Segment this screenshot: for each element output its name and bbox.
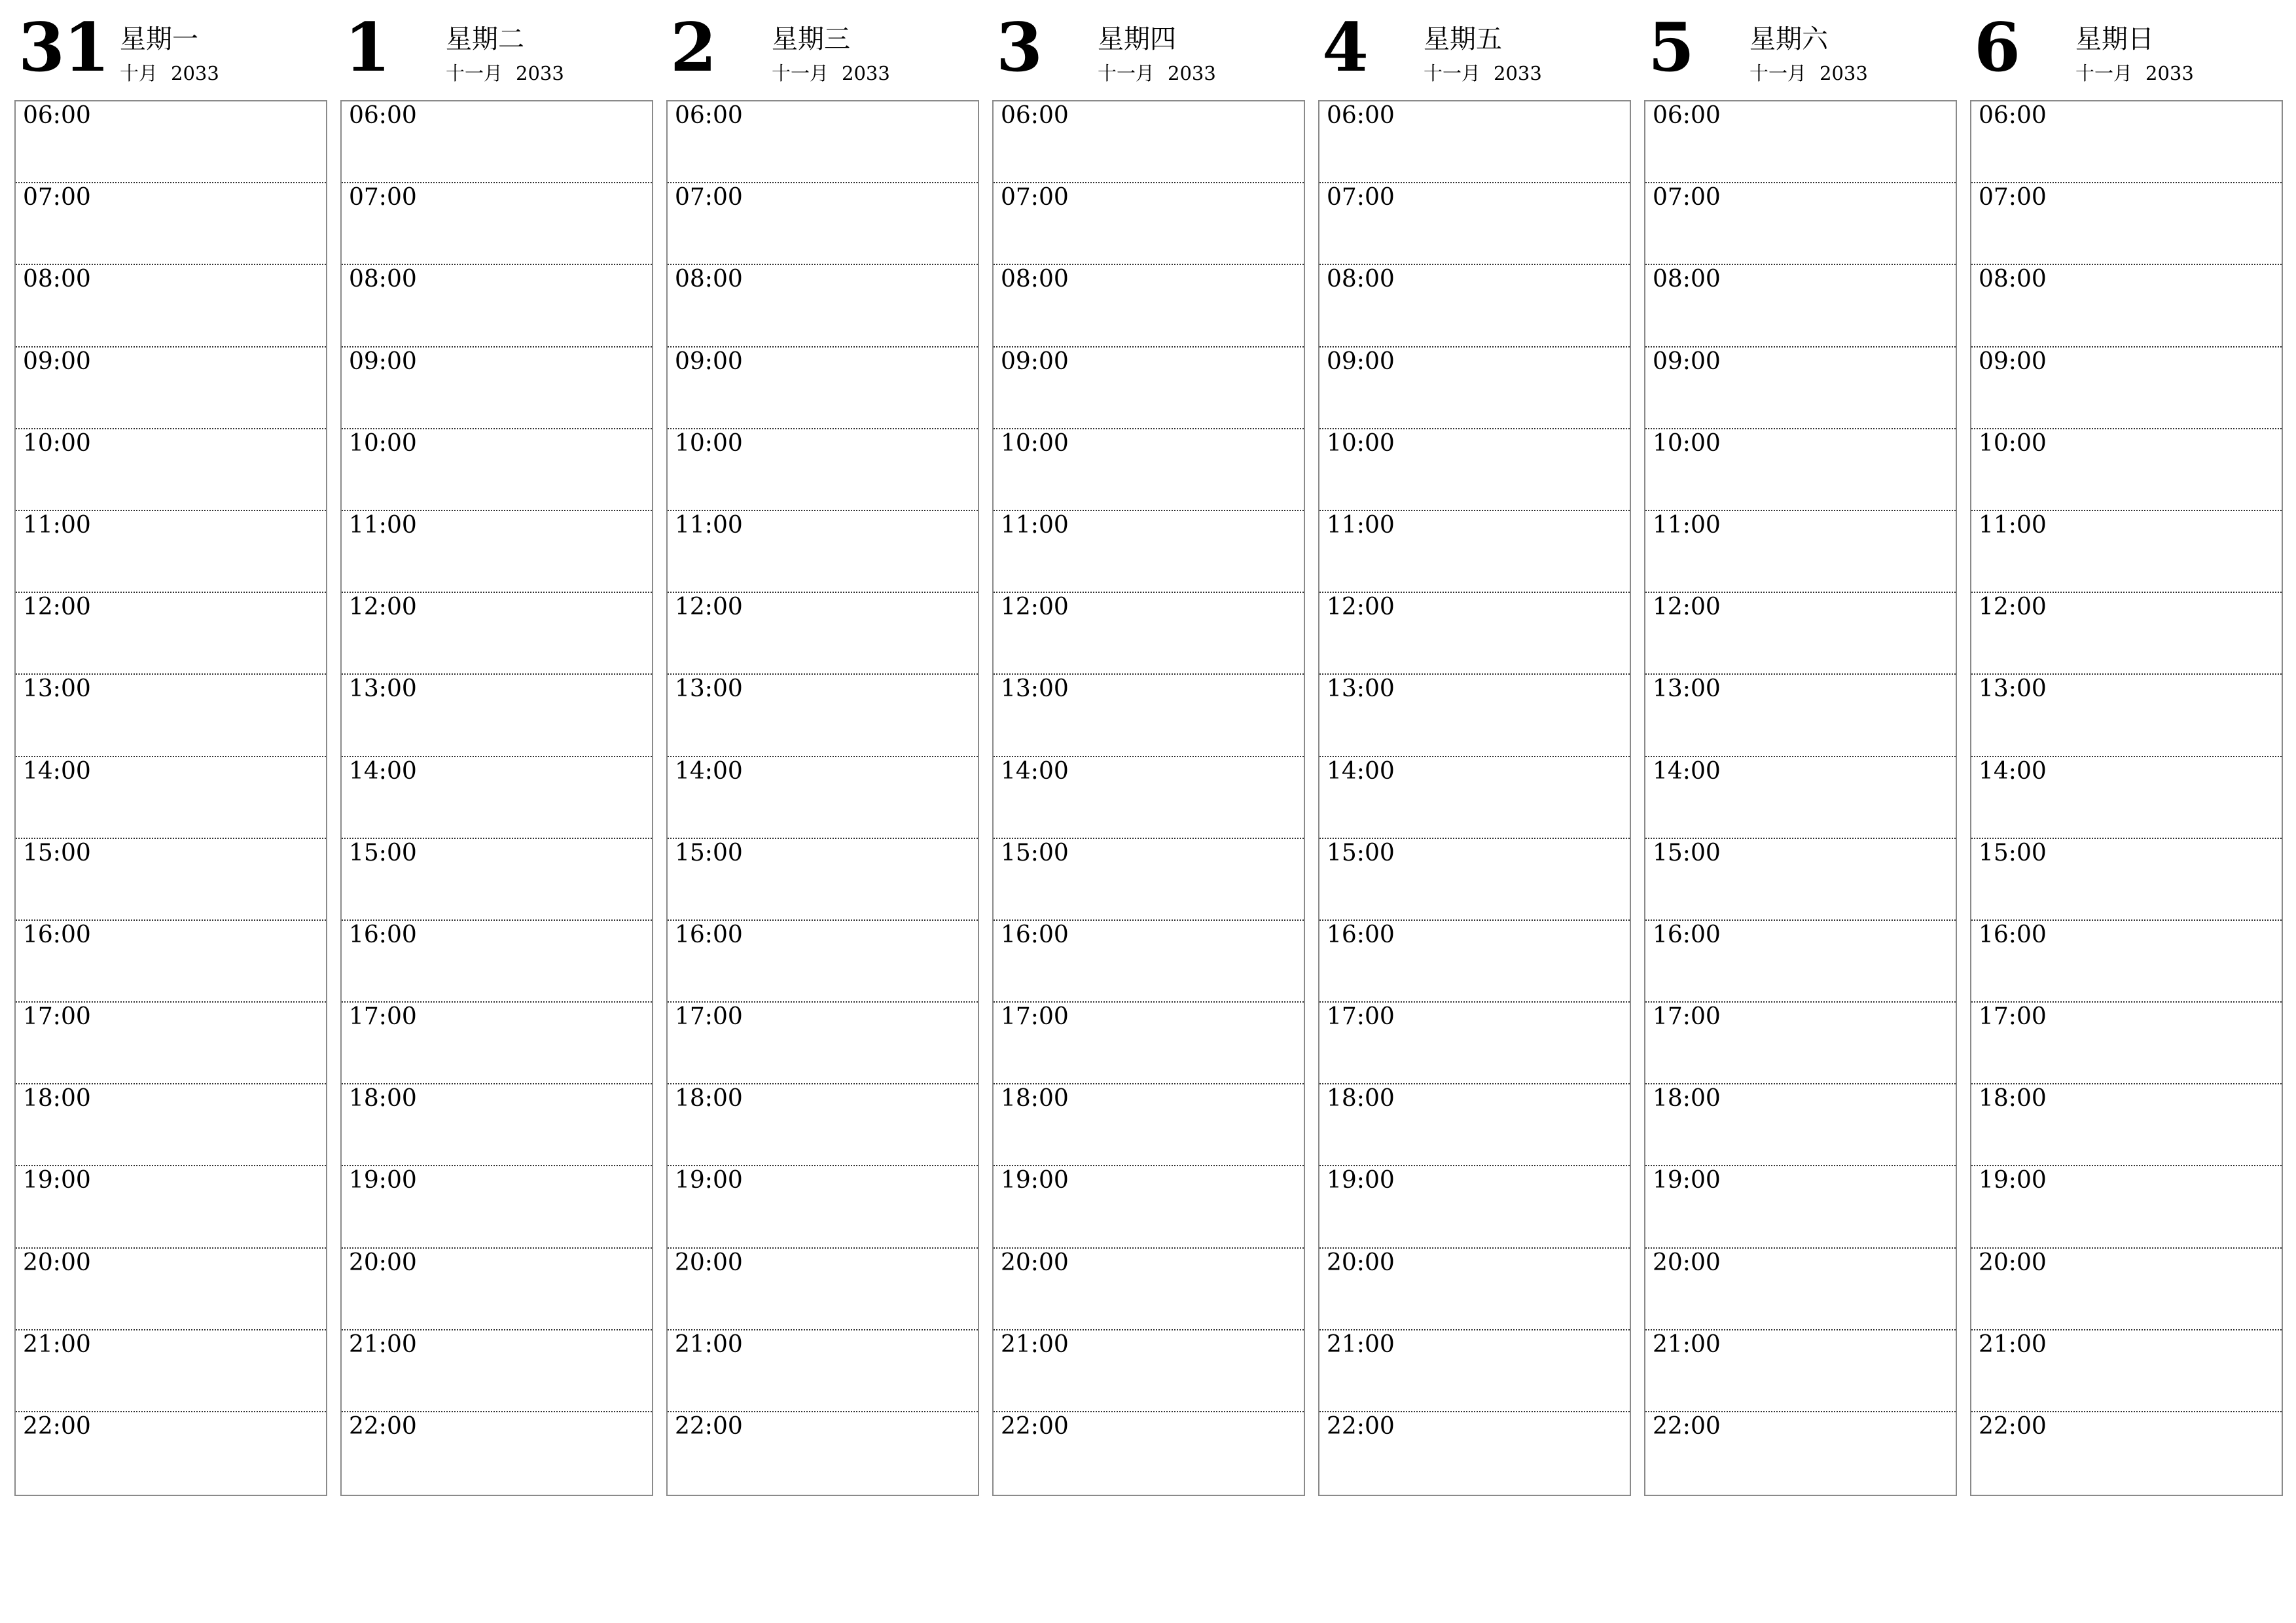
time-slot[interactable] bbox=[994, 1330, 1304, 1412]
time-slot-box bbox=[14, 100, 327, 1496]
time-slot[interactable] bbox=[994, 429, 1304, 511]
day-column bbox=[666, 0, 979, 1496]
time-slot[interactable] bbox=[668, 1166, 978, 1248]
time-label: 08:00 bbox=[1653, 266, 1721, 293]
time-slot[interactable] bbox=[1319, 1084, 1630, 1166]
time-slot[interactable] bbox=[668, 183, 978, 265]
time-label: 18:00 bbox=[1001, 1085, 1069, 1113]
time-slot-box bbox=[1318, 100, 1631, 1496]
day-column bbox=[1970, 0, 2283, 1496]
day-header bbox=[340, 0, 653, 99]
time-slot[interactable] bbox=[668, 839, 978, 921]
time-slot[interactable] bbox=[668, 921, 978, 1003]
time-label: 16:00 bbox=[23, 921, 91, 948]
time-slot[interactable] bbox=[342, 1412, 652, 1494]
day-header bbox=[1970, 0, 2283, 99]
month-year-label bbox=[2075, 64, 2194, 83]
time-slot[interactable] bbox=[342, 1330, 652, 1412]
time-slot[interactable] bbox=[994, 1249, 1304, 1330]
time-label: 19:00 bbox=[1001, 1167, 1069, 1194]
time-slot[interactable] bbox=[994, 183, 1304, 265]
time-label: 13:00 bbox=[1001, 675, 1069, 703]
time-slot-box bbox=[1970, 100, 2283, 1496]
month-year-label bbox=[120, 64, 219, 83]
time-slot-box bbox=[340, 100, 653, 1496]
time-label: 18:00 bbox=[1653, 1085, 1721, 1113]
time-slot[interactable] bbox=[1971, 1412, 2282, 1494]
time-label: 16:00 bbox=[1979, 921, 2047, 948]
time-label: 21:00 bbox=[1653, 1330, 1721, 1358]
time-label: 17:00 bbox=[1979, 1003, 2047, 1031]
weekday-label: 星期六 bbox=[1749, 24, 1828, 54]
time-slot[interactable] bbox=[1645, 675, 1956, 757]
time-label: 08:00 bbox=[349, 266, 417, 293]
time-label: 13:00 bbox=[1653, 675, 1721, 703]
time-label: 20:00 bbox=[675, 1249, 743, 1276]
time-label: 16:00 bbox=[349, 921, 417, 948]
time-label: 13:00 bbox=[1979, 675, 2047, 703]
time-label: 14:00 bbox=[675, 757, 743, 785]
time-slot[interactable] bbox=[342, 1249, 652, 1330]
time-label: 07:00 bbox=[675, 184, 743, 211]
time-label: 11:00 bbox=[675, 511, 743, 539]
time-slot[interactable] bbox=[16, 1330, 326, 1412]
time-label: 17:00 bbox=[23, 1003, 91, 1031]
month-label: 十一月 bbox=[2075, 62, 2133, 84]
time-slot[interactable] bbox=[16, 593, 326, 675]
time-slot[interactable] bbox=[1971, 675, 2282, 757]
time-slot[interactable] bbox=[994, 1003, 1304, 1084]
time-slot[interactable] bbox=[668, 429, 978, 511]
time-slot[interactable] bbox=[668, 265, 978, 347]
time-label: 12:00 bbox=[1979, 594, 2047, 621]
time-slot[interactable] bbox=[1645, 921, 1956, 1003]
time-label: 17:00 bbox=[349, 1003, 417, 1031]
time-label: 11:00 bbox=[349, 511, 417, 539]
month-label: 十一月 bbox=[446, 62, 503, 84]
time-slot[interactable] bbox=[1319, 921, 1630, 1003]
time-label: 21:00 bbox=[23, 1330, 91, 1358]
time-slot[interactable] bbox=[1319, 101, 1630, 183]
time-slot-box bbox=[992, 100, 1305, 1496]
time-label: 16:00 bbox=[675, 921, 743, 948]
time-slot[interactable] bbox=[342, 511, 652, 593]
time-slot[interactable] bbox=[1645, 1166, 1956, 1248]
time-slot[interactable] bbox=[1645, 429, 1956, 511]
time-slot[interactable] bbox=[1319, 429, 1630, 511]
day-number: 6 bbox=[1974, 9, 2019, 87]
day-column bbox=[992, 0, 1305, 1496]
month-label: 十一月 bbox=[1749, 62, 1807, 84]
day-column bbox=[340, 0, 653, 1496]
day-number: 5 bbox=[1648, 9, 1693, 87]
time-label: 15:00 bbox=[1653, 839, 1721, 866]
month-year-label bbox=[772, 64, 890, 83]
time-label: 12:00 bbox=[23, 594, 91, 621]
time-label: 07:00 bbox=[23, 184, 91, 211]
time-label: 09:00 bbox=[1327, 348, 1395, 375]
time-label: 14:00 bbox=[23, 757, 91, 785]
time-label: 09:00 bbox=[1001, 348, 1069, 375]
time-slot[interactable] bbox=[1319, 1166, 1630, 1248]
time-label: 22:00 bbox=[1001, 1413, 1069, 1440]
time-slot[interactable] bbox=[994, 101, 1304, 183]
day-number: 31 bbox=[18, 9, 109, 87]
time-slot[interactable] bbox=[1645, 1084, 1956, 1166]
time-label: 08:00 bbox=[1979, 266, 2047, 293]
time-slot[interactable] bbox=[342, 675, 652, 757]
time-slot[interactable] bbox=[994, 839, 1304, 921]
day-number: 2 bbox=[670, 9, 715, 87]
time-label: 11:00 bbox=[1979, 511, 2047, 539]
time-label: 21:00 bbox=[1979, 1330, 2047, 1358]
time-slot[interactable] bbox=[1645, 1003, 1956, 1084]
time-label: 14:00 bbox=[1001, 757, 1069, 785]
time-label: 08:00 bbox=[23, 266, 91, 293]
time-label: 14:00 bbox=[1979, 757, 2047, 785]
time-label: 06:00 bbox=[675, 102, 743, 129]
time-label: 18:00 bbox=[675, 1085, 743, 1113]
day-header bbox=[14, 0, 327, 99]
time-slot[interactable] bbox=[668, 1003, 978, 1084]
time-slot[interactable] bbox=[1319, 839, 1630, 921]
time-slot[interactable] bbox=[16, 839, 326, 921]
time-slot[interactable] bbox=[16, 265, 326, 347]
time-slot[interactable] bbox=[342, 921, 652, 1003]
time-label: 11:00 bbox=[1001, 511, 1069, 539]
time-label: 10:00 bbox=[1001, 429, 1069, 457]
time-label: 17:00 bbox=[1653, 1003, 1721, 1031]
time-label: 22:00 bbox=[349, 1413, 417, 1440]
time-slot[interactable] bbox=[1319, 1330, 1630, 1412]
time-slot[interactable] bbox=[994, 511, 1304, 593]
time-label: 13:00 bbox=[675, 675, 743, 703]
time-slot[interactable] bbox=[342, 101, 652, 183]
time-slot[interactable] bbox=[1971, 839, 2282, 921]
time-slot[interactable] bbox=[1645, 265, 1956, 347]
time-slot[interactable] bbox=[342, 1084, 652, 1166]
time-label: 07:00 bbox=[1327, 184, 1395, 211]
year-label: 2033 bbox=[1820, 62, 1868, 84]
time-label: 06:00 bbox=[23, 102, 91, 129]
time-slot[interactable] bbox=[1645, 1330, 1956, 1412]
time-label: 22:00 bbox=[1979, 1413, 2047, 1440]
time-slot[interactable] bbox=[668, 511, 978, 593]
time-label: 16:00 bbox=[1653, 921, 1721, 948]
time-label: 07:00 bbox=[349, 184, 417, 211]
time-slot[interactable] bbox=[342, 183, 652, 265]
time-label: 11:00 bbox=[23, 511, 91, 539]
day-header bbox=[1644, 0, 1957, 99]
time-slot[interactable] bbox=[16, 1166, 326, 1248]
year-label: 2033 bbox=[516, 62, 564, 84]
time-label: 19:00 bbox=[349, 1167, 417, 1194]
time-slot[interactable] bbox=[1645, 1412, 1956, 1494]
month-year-label bbox=[446, 64, 564, 83]
time-label: 22:00 bbox=[23, 1413, 91, 1440]
time-label: 18:00 bbox=[1979, 1085, 2047, 1113]
weekday-label: 星期五 bbox=[1424, 24, 1502, 54]
time-slot[interactable] bbox=[1645, 511, 1956, 593]
time-slot[interactable] bbox=[1319, 348, 1630, 429]
time-slot[interactable] bbox=[1319, 757, 1630, 839]
time-label: 17:00 bbox=[675, 1003, 743, 1031]
time-slot[interactable] bbox=[342, 593, 652, 675]
time-slot[interactable] bbox=[1971, 429, 2282, 511]
time-slot[interactable] bbox=[994, 1166, 1304, 1248]
month-year-label bbox=[1749, 64, 1868, 83]
time-slot[interactable] bbox=[668, 1249, 978, 1330]
time-slot[interactable] bbox=[1319, 675, 1630, 757]
time-slot-box bbox=[666, 100, 979, 1496]
time-slot[interactable] bbox=[1319, 265, 1630, 347]
time-slot[interactable] bbox=[1971, 1003, 2282, 1084]
time-label: 13:00 bbox=[1327, 675, 1395, 703]
time-slot[interactable] bbox=[1971, 757, 2282, 839]
time-label: 10:00 bbox=[1653, 429, 1721, 457]
time-label: 10:00 bbox=[23, 429, 91, 457]
day-number: 4 bbox=[1322, 9, 1367, 87]
time-label: 12:00 bbox=[675, 594, 743, 621]
time-slot[interactable] bbox=[1645, 348, 1956, 429]
time-label: 07:00 bbox=[1653, 184, 1721, 211]
time-label: 11:00 bbox=[1653, 511, 1721, 539]
time-slot[interactable] bbox=[16, 1003, 326, 1084]
time-slot[interactable] bbox=[16, 1084, 326, 1166]
time-label: 19:00 bbox=[1653, 1167, 1721, 1194]
time-label: 16:00 bbox=[1327, 921, 1395, 948]
weekday-label: 星期四 bbox=[1098, 24, 1176, 54]
time-label: 09:00 bbox=[1653, 348, 1721, 375]
day-header bbox=[992, 0, 1305, 99]
day-column bbox=[1318, 0, 1631, 1496]
time-label: 10:00 bbox=[675, 429, 743, 457]
time-slot[interactable] bbox=[1319, 183, 1630, 265]
time-slot[interactable] bbox=[668, 101, 978, 183]
day-header bbox=[1318, 0, 1631, 99]
time-label: 15:00 bbox=[1327, 839, 1395, 866]
time-slot[interactable] bbox=[668, 1412, 978, 1494]
time-slot[interactable] bbox=[16, 921, 326, 1003]
time-slot[interactable] bbox=[668, 593, 978, 675]
time-label: 21:00 bbox=[1327, 1330, 1395, 1358]
time-slot[interactable] bbox=[342, 1166, 652, 1248]
time-label: 10:00 bbox=[349, 429, 417, 457]
time-label: 06:00 bbox=[1001, 102, 1069, 129]
time-label: 17:00 bbox=[1001, 1003, 1069, 1031]
time-slot[interactable] bbox=[16, 348, 326, 429]
time-label: 19:00 bbox=[675, 1167, 743, 1194]
time-label: 07:00 bbox=[1979, 184, 2047, 211]
time-slot[interactable] bbox=[1971, 1330, 2282, 1412]
time-label: 15:00 bbox=[349, 839, 417, 866]
month-label: 十一月 bbox=[1424, 62, 1481, 84]
time-slot[interactable] bbox=[1971, 265, 2282, 347]
time-label: 12:00 bbox=[1653, 594, 1721, 621]
year-label: 2033 bbox=[842, 62, 890, 84]
time-slot[interactable] bbox=[1319, 1412, 1630, 1494]
time-slot[interactable] bbox=[342, 1003, 652, 1084]
weekday-label: 星期日 bbox=[2075, 24, 2154, 54]
weekday-label: 星期一 bbox=[120, 24, 198, 54]
time-label: 13:00 bbox=[349, 675, 417, 703]
month-year-label bbox=[1098, 64, 1216, 83]
time-label: 08:00 bbox=[1327, 266, 1395, 293]
month-label: 十一月 bbox=[1098, 62, 1155, 84]
time-label: 08:00 bbox=[675, 266, 743, 293]
day-column bbox=[14, 0, 327, 1496]
time-label: 09:00 bbox=[349, 348, 417, 375]
time-label: 22:00 bbox=[1653, 1413, 1721, 1440]
time-slot[interactable] bbox=[1971, 101, 2282, 183]
day-number: 1 bbox=[344, 9, 389, 87]
month-label: 十月 bbox=[120, 62, 158, 84]
weekday-label: 星期三 bbox=[772, 24, 850, 54]
time-label: 19:00 bbox=[1327, 1167, 1395, 1194]
time-label: 21:00 bbox=[675, 1330, 743, 1358]
time-label: 17:00 bbox=[1327, 1003, 1395, 1031]
time-label: 15:00 bbox=[675, 839, 743, 866]
time-slot[interactable] bbox=[1645, 839, 1956, 921]
time-label: 06:00 bbox=[1327, 102, 1395, 129]
time-slot[interactable] bbox=[1971, 511, 2282, 593]
time-slot[interactable] bbox=[1319, 1003, 1630, 1084]
time-label: 06:00 bbox=[1653, 102, 1721, 129]
time-slot[interactable] bbox=[994, 757, 1304, 839]
time-label: 14:00 bbox=[1653, 757, 1721, 785]
time-label: 12:00 bbox=[1327, 594, 1395, 621]
time-label: 07:00 bbox=[1001, 184, 1069, 211]
time-slot[interactable] bbox=[994, 1084, 1304, 1166]
time-label: 20:00 bbox=[1327, 1249, 1395, 1276]
time-slot[interactable] bbox=[342, 839, 652, 921]
time-label: 21:00 bbox=[1001, 1330, 1069, 1358]
time-slot[interactable] bbox=[342, 429, 652, 511]
time-slot[interactable] bbox=[994, 348, 1304, 429]
time-slot[interactable] bbox=[16, 1412, 326, 1494]
time-label: 10:00 bbox=[1979, 429, 2047, 457]
time-slot[interactable] bbox=[668, 757, 978, 839]
year-label: 2033 bbox=[171, 62, 219, 84]
time-label: 19:00 bbox=[23, 1167, 91, 1194]
time-label: 08:00 bbox=[1001, 266, 1069, 293]
time-slot[interactable] bbox=[668, 348, 978, 429]
time-slot[interactable] bbox=[668, 1084, 978, 1166]
time-slot[interactable] bbox=[668, 1330, 978, 1412]
time-slot[interactable] bbox=[1645, 101, 1956, 183]
time-slot[interactable] bbox=[1971, 348, 2282, 429]
time-label: 12:00 bbox=[1001, 594, 1069, 621]
time-label: 14:00 bbox=[349, 757, 417, 785]
day-column bbox=[1644, 0, 1957, 1496]
time-label: 18:00 bbox=[349, 1085, 417, 1113]
day-header bbox=[666, 0, 979, 99]
time-label: 22:00 bbox=[1327, 1413, 1395, 1440]
time-label: 06:00 bbox=[349, 102, 417, 129]
year-label: 2033 bbox=[2145, 62, 2194, 84]
time-slot[interactable] bbox=[1971, 1166, 2282, 1248]
weekday-label: 星期二 bbox=[446, 24, 524, 54]
time-label: 09:00 bbox=[1979, 348, 2047, 375]
time-slot[interactable] bbox=[1645, 183, 1956, 265]
time-label: 20:00 bbox=[349, 1249, 417, 1276]
time-slot[interactable] bbox=[994, 675, 1304, 757]
time-slot[interactable] bbox=[16, 511, 326, 593]
time-slot[interactable] bbox=[16, 675, 326, 757]
time-slot[interactable] bbox=[16, 1249, 326, 1330]
time-label: 13:00 bbox=[23, 675, 91, 703]
time-slot[interactable] bbox=[342, 265, 652, 347]
time-slot[interactable] bbox=[1645, 1249, 1956, 1330]
time-label: 20:00 bbox=[1001, 1249, 1069, 1276]
time-label: 20:00 bbox=[23, 1249, 91, 1276]
time-slot[interactable] bbox=[1971, 183, 2282, 265]
time-slot[interactable] bbox=[342, 757, 652, 839]
time-slot[interactable] bbox=[1971, 1249, 2282, 1330]
time-label: 11:00 bbox=[1327, 511, 1395, 539]
time-label: 16:00 bbox=[1001, 921, 1069, 948]
time-slot[interactable] bbox=[994, 593, 1304, 675]
time-slot[interactable] bbox=[1319, 593, 1630, 675]
time-label: 12:00 bbox=[349, 594, 417, 621]
time-label: 18:00 bbox=[23, 1085, 91, 1113]
time-slot[interactable] bbox=[1645, 757, 1956, 839]
time-label: 18:00 bbox=[1327, 1085, 1395, 1113]
time-slot-box bbox=[1644, 100, 1957, 1496]
time-slot[interactable] bbox=[1319, 511, 1630, 593]
time-slot[interactable] bbox=[994, 1412, 1304, 1494]
time-label: 15:00 bbox=[1001, 839, 1069, 866]
time-label: 09:00 bbox=[23, 348, 91, 375]
time-slot[interactable] bbox=[1645, 593, 1956, 675]
time-label: 09:00 bbox=[675, 348, 743, 375]
time-label: 15:00 bbox=[23, 839, 91, 866]
time-slot[interactable] bbox=[1971, 1084, 2282, 1166]
month-year-label bbox=[1424, 64, 1542, 83]
time-slot[interactable] bbox=[16, 101, 326, 183]
year-label: 2033 bbox=[1494, 62, 1542, 84]
time-slot[interactable] bbox=[994, 265, 1304, 347]
time-label: 10:00 bbox=[1327, 429, 1395, 457]
time-slot[interactable] bbox=[1971, 593, 2282, 675]
day-number: 3 bbox=[996, 9, 1041, 87]
time-label: 20:00 bbox=[1653, 1249, 1721, 1276]
time-label: 20:00 bbox=[1979, 1249, 2047, 1276]
time-label: 19:00 bbox=[1979, 1167, 2047, 1194]
month-label: 十一月 bbox=[772, 62, 829, 84]
time-label: 14:00 bbox=[1327, 757, 1395, 785]
time-label: 06:00 bbox=[1979, 102, 2047, 129]
time-slot[interactable] bbox=[342, 348, 652, 429]
time-label: 15:00 bbox=[1979, 839, 2047, 866]
time-slot[interactable] bbox=[668, 675, 978, 757]
time-slot[interactable] bbox=[16, 757, 326, 839]
time-slot[interactable] bbox=[1319, 1249, 1630, 1330]
time-slot[interactable] bbox=[1971, 921, 2282, 1003]
time-label: 22:00 bbox=[675, 1413, 743, 1440]
time-label: 21:00 bbox=[349, 1330, 417, 1358]
time-slot[interactable] bbox=[16, 183, 326, 265]
time-slot[interactable] bbox=[994, 921, 1304, 1003]
time-slot[interactable] bbox=[16, 429, 326, 511]
year-label: 2033 bbox=[1168, 62, 1216, 84]
